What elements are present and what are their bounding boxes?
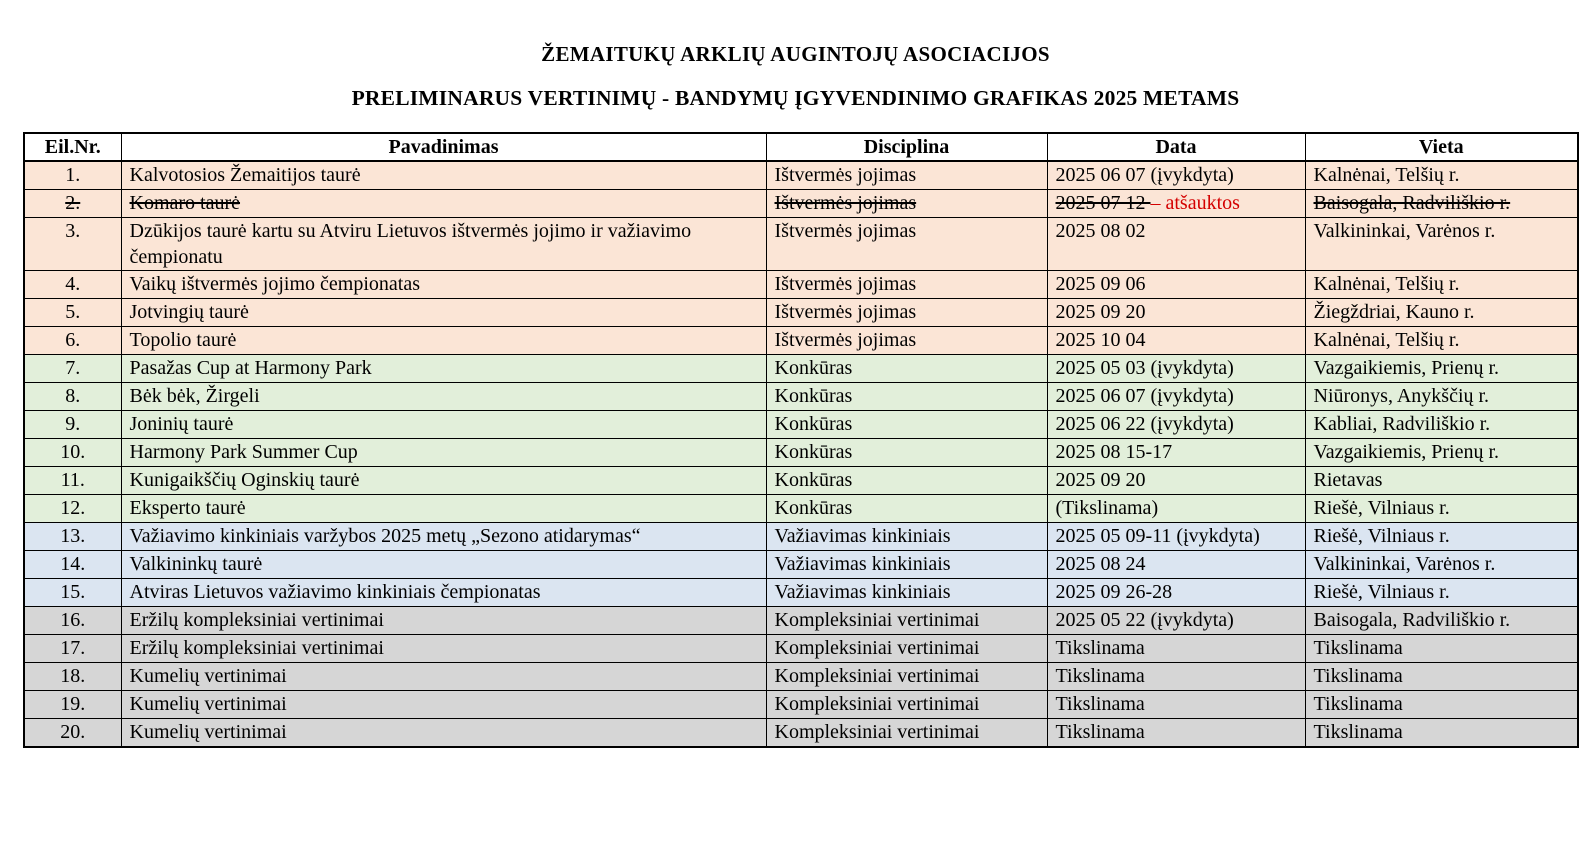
table-row (24, 663, 1578, 691)
discipline-cell: Konkūras (766, 495, 1047, 523)
location-cell: Riešė, Vilniaus r. (1305, 579, 1578, 607)
table-row (24, 551, 1578, 579)
table-row (24, 411, 1578, 439)
event-name-cell: Jotvingių taurė (121, 299, 766, 327)
row-number-cell: 18. (24, 663, 121, 691)
event-name-cell: Eržilų kompleksiniai vertinimai (121, 635, 766, 663)
location-cell: Tikslinama (1305, 663, 1578, 691)
table-row (24, 635, 1578, 663)
row-number-cell: 13. (24, 523, 121, 551)
column-header-vieta: Vieta (1305, 133, 1578, 161)
location-cell: Tikslinama (1305, 719, 1578, 748)
table-row (24, 467, 1578, 495)
row-number-cell: 16. (24, 607, 121, 635)
row-number-cell: 7. (24, 355, 121, 383)
event-name-cell: Atviras Lietuvos važiavimo kinkiniais čempionatas (121, 579, 766, 607)
discipline-cell: Konkūras (766, 467, 1047, 495)
date-cell: Tikslinama (1047, 635, 1305, 663)
date-cell: 2025 10 04 (1047, 327, 1305, 355)
table-row (24, 299, 1578, 327)
row-number-cell: 14. (24, 551, 121, 579)
location-cell: Vazgaikiemis, Prienų r. (1305, 355, 1578, 383)
row-number-cell: 6. (24, 327, 121, 355)
discipline-cell: Kompleksiniai vertinimai (766, 691, 1047, 719)
location-cell: Žiegždriai, Kauno r. (1305, 299, 1578, 327)
table-row (24, 579, 1578, 607)
location-cell: Kabliai, Radviliškio r. (1305, 411, 1578, 439)
location-cell: Kalnėnai, Telšių r. (1305, 327, 1578, 355)
date-cell (1047, 190, 1305, 218)
table-row (24, 495, 1578, 523)
discipline-cell: Ištvermės jojimas (766, 327, 1047, 355)
event-name-cell: Joninių taurė (121, 411, 766, 439)
cancelled-date-text: 2025 07 12 (1055, 192, 1146, 214)
date-cell: 2025 08 02 (1047, 218, 1305, 271)
table-row (24, 161, 1578, 190)
row-number-cell: 1. (24, 161, 121, 190)
date-cell: 2025 06 22 (įvykdyta) (1047, 411, 1305, 439)
location-cell: Baisogala, Radviliškio r. (1305, 607, 1578, 635)
event-name-cell: Eržilų kompleksiniai vertinimai (121, 607, 766, 635)
row-number-cell: 20. (24, 719, 121, 748)
event-name-cell: Kalvotosios Žemaitijos taurė (121, 161, 766, 190)
table-row (24, 218, 1578, 271)
table-row (24, 607, 1578, 635)
discipline-cell: Kompleksiniai vertinimai (766, 719, 1047, 748)
date-cell: 2025 09 26-28 (1047, 579, 1305, 607)
discipline-cell: Konkūras (766, 439, 1047, 467)
row-number-cell: 4. (24, 271, 121, 299)
table-row (24, 383, 1578, 411)
location-cell: Niūronys, Anykščių r. (1305, 383, 1578, 411)
event-name-cell: Eksperto taurė (121, 495, 766, 523)
page-subtitle: PRELIMINARUS VERTINIMŲ - BANDYMŲ ĮGYVENDINIMO GRAFIKAS 2025 METAMS (351, 86, 1240, 110)
column-header-eilnr: Eil.Nr. (24, 133, 121, 161)
table-row (24, 439, 1578, 467)
location-cell: Valkininkai, Varėnos r. (1305, 218, 1578, 271)
date-cell: 2025 08 24 (1047, 551, 1305, 579)
table-row-cancelled (24, 190, 1578, 218)
event-name-cell: Kunigaikščių Oginskių taurė (121, 467, 766, 495)
date-cell: 2025 06 07 (įvykdyta) (1047, 383, 1305, 411)
location-cell: Tikslinama (1305, 691, 1578, 719)
date-cell: Tikslinama (1047, 691, 1305, 719)
schedule-table (23, 132, 1579, 748)
date-cell: 2025 08 15-17 (1047, 439, 1305, 467)
event-name-cell: Valkininkų taurė (121, 551, 766, 579)
discipline-cell: Važiavimas kinkiniais (766, 523, 1047, 551)
discipline-cell: Kompleksiniai vertinimai (766, 607, 1047, 635)
date-cell: (Tikslinama) (1047, 495, 1305, 523)
date-cell: 2025 05 03 (įvykdyta) (1047, 355, 1305, 383)
event-name-cell: Topolio taurė (121, 327, 766, 355)
row-number-cell: 3. (24, 218, 121, 271)
date-cell: 2025 05 09-11 (įvykdyta) (1047, 523, 1305, 551)
table-row (24, 691, 1578, 719)
location-cell: Rietavas (1305, 467, 1578, 495)
location-cell: Vazgaikiemis, Prienų r. (1305, 439, 1578, 467)
location-cell: Riešė, Vilniaus r. (1305, 495, 1578, 523)
event-name-cell: Harmony Park Summer Cup (121, 439, 766, 467)
event-name-cell: Kumelių vertinimai (121, 719, 766, 748)
location-cell: Tikslinama (1305, 635, 1578, 663)
date-cell: 2025 05 22 (įvykdyta) (1047, 607, 1305, 635)
row-number-cell: 17. (24, 635, 121, 663)
date-cell: 2025 06 07 (įvykdyta) (1047, 161, 1305, 190)
row-number-cell: 2. (24, 190, 121, 218)
column-header-pavadinimas: Pavadinimas (121, 133, 766, 161)
row-number-cell: 19. (24, 691, 121, 719)
date-cell: 2025 09 20 (1047, 467, 1305, 495)
date-cell: Tikslinama (1047, 663, 1305, 691)
discipline-cell: Konkūras (766, 355, 1047, 383)
location-cell: Valkininkai, Varėnos r. (1305, 551, 1578, 579)
date-cell: 2025 09 20 (1047, 299, 1305, 327)
discipline-cell: Ištvermės jojimas (766, 190, 1047, 218)
row-number-cell: 12. (24, 495, 121, 523)
discipline-cell: Važiavimas kinkiniais (766, 579, 1047, 607)
discipline-cell: Ištvermės jojimas (766, 271, 1047, 299)
discipline-cell: Konkūras (766, 411, 1047, 439)
table-row (24, 355, 1578, 383)
discipline-cell: Ištvermės jojimas (766, 161, 1047, 190)
page-title: ŽEMAITUKŲ ARKLIŲ AUGINTOJŲ ASOCIACIJOS (541, 42, 1050, 66)
discipline-cell: Ištvermės jojimas (766, 218, 1047, 271)
cancelled-note: – atšauktos (1150, 192, 1240, 214)
row-number-cell: 8. (24, 383, 121, 411)
discipline-cell: Ištvermės jojimas (766, 299, 1047, 327)
table-row (24, 271, 1578, 299)
table-row (24, 719, 1578, 748)
date-cell: Tikslinama (1047, 719, 1305, 748)
event-name-cell: Kumelių vertinimai (121, 663, 766, 691)
event-name-cell: Dzūkijos taurė kartu su Atviru Lietuvos ištvermės jojimo ir važiavimo čempionatu (121, 218, 766, 271)
discipline-cell: Konkūras (766, 383, 1047, 411)
discipline-cell: Kompleksiniai vertinimai (766, 663, 1047, 691)
table-row (24, 523, 1578, 551)
location-cell: Kalnėnai, Telšių r. (1305, 161, 1578, 190)
event-name-cell: Bėk bėk, Žirgeli (121, 383, 766, 411)
event-name-cell: Vaikų ištvermės jojimo čempionatas (121, 271, 766, 299)
table-header-row (24, 133, 1578, 161)
location-cell: Baisogala, Radviliškio r. (1305, 190, 1578, 218)
event-name-cell: Važiavimo kinkiniais varžybos 2025 metų „Sezono atidarymas“ (121, 523, 766, 551)
row-number-cell: 11. (24, 467, 121, 495)
discipline-cell: Važiavimas kinkiniais (766, 551, 1047, 579)
event-name-cell: Kumelių vertinimai (121, 691, 766, 719)
column-header-data: Data (1047, 133, 1305, 161)
date-cell: 2025 09 06 (1047, 271, 1305, 299)
row-number-cell: 10. (24, 439, 121, 467)
table-row (24, 327, 1578, 355)
row-number-cell: 15. (24, 579, 121, 607)
column-header-disciplina: Disciplina (766, 133, 1047, 161)
row-number-cell: 9. (24, 411, 121, 439)
discipline-cell: Kompleksiniai vertinimai (766, 635, 1047, 663)
event-name-cell: Komaro taurė (121, 190, 766, 218)
location-cell: Kalnėnai, Telšių r. (1305, 271, 1578, 299)
event-name-cell: Pasažas Cup at Harmony Park (121, 355, 766, 383)
row-number-cell: 5. (24, 299, 121, 327)
location-cell: Riešė, Vilniaus r. (1305, 523, 1578, 551)
